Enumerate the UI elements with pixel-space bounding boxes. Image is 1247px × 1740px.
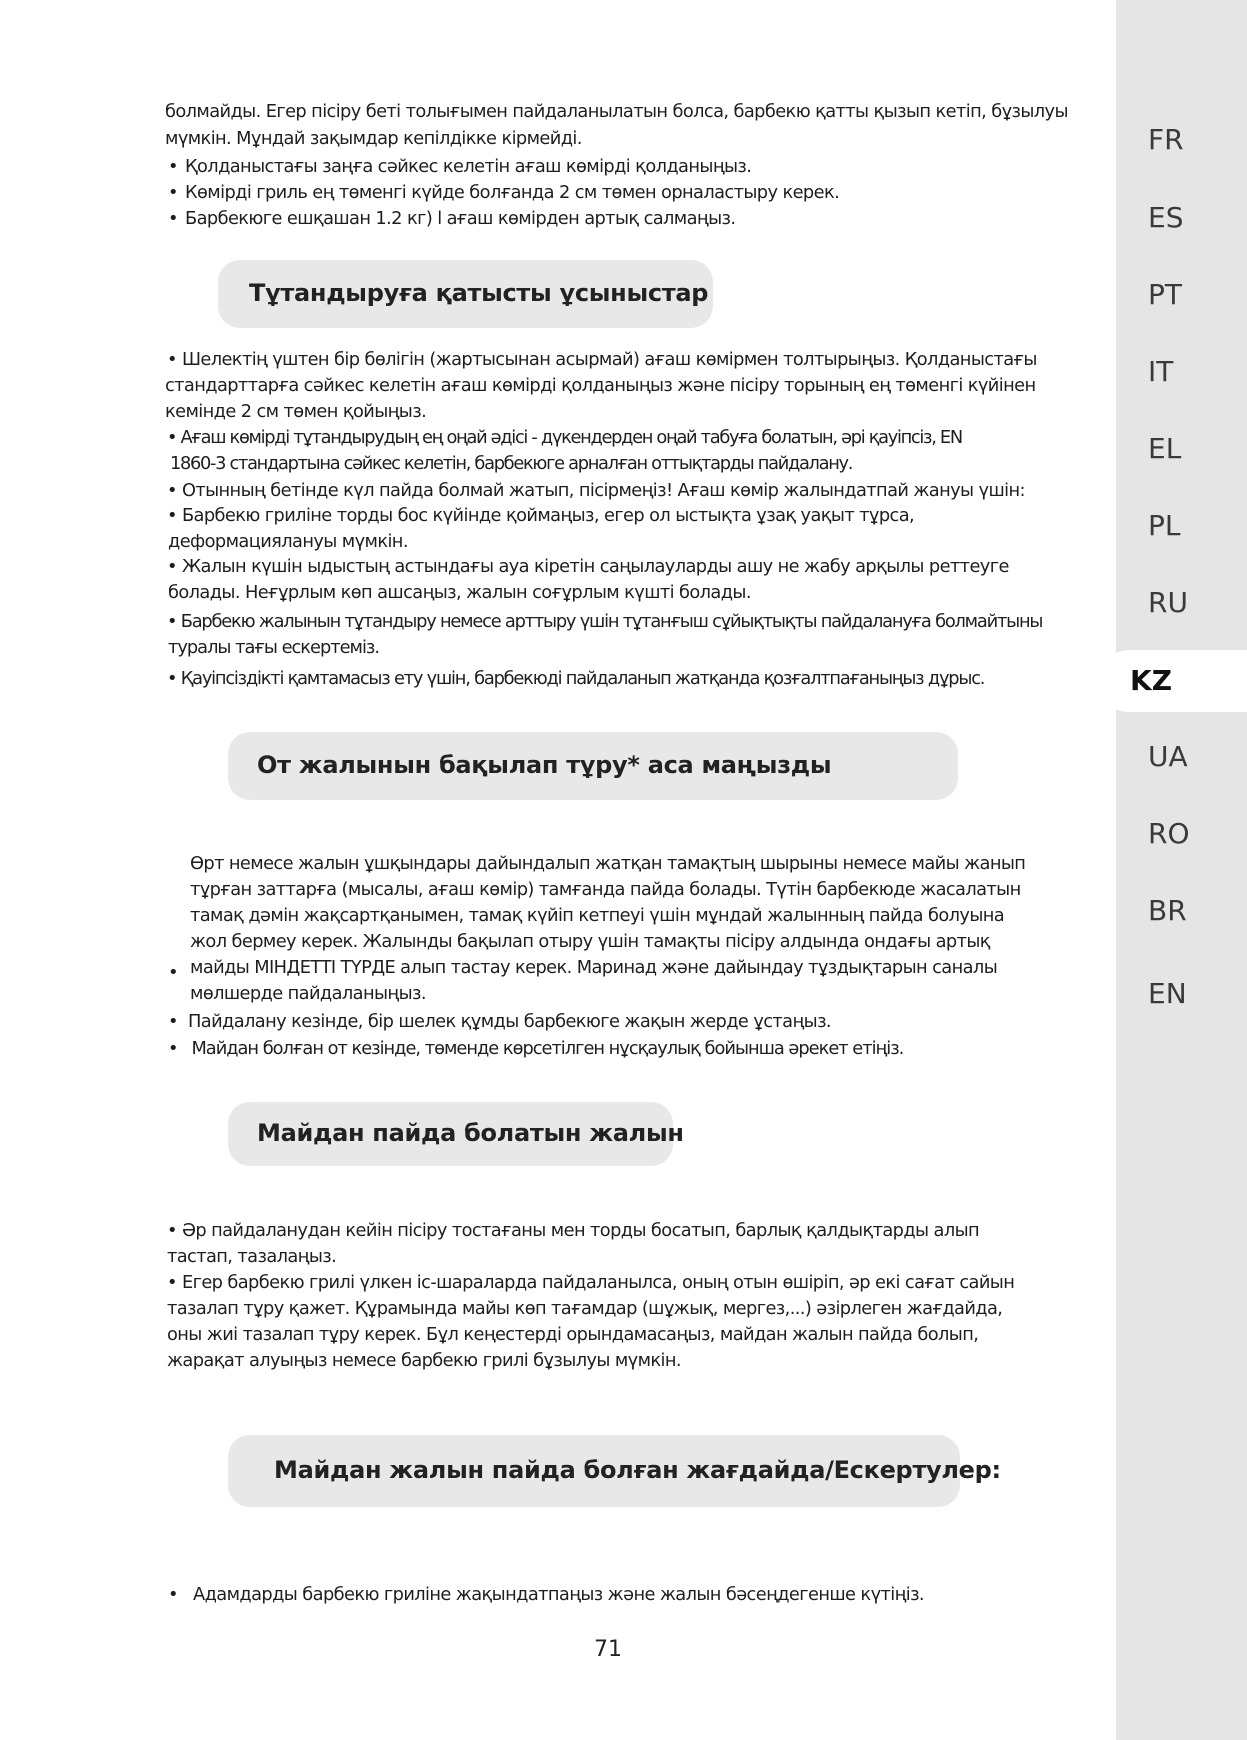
lang-tab-fr[interactable]: FR <box>1148 123 1184 156</box>
section-heading-text: Майдан жалын пайда болған жағдайда/Ескертулер: <box>274 1456 1001 1484</box>
lang-tab-pl[interactable]: PL <box>1148 509 1181 542</box>
section-heading-warnings <box>228 1435 1001 1507</box>
intro-line-2: мүмкін. Мұндай зақымдар кепілдікке кірмейді. <box>165 128 582 149</box>
section2-para-line: тамақ дәмін жақсартқанымен, тамақ күйіп кетпеуі үшін мұндай жалынның пайда болуына <box>190 905 1005 926</box>
lang-tab-br[interactable]: BR <box>1148 894 1187 927</box>
intro-bullet: • Барбекюге ешқашан 1.2 кг) l ағаш көмірден артық салмаңыз. <box>185 206 1135 231</box>
intro-line-1: болмайды. Егер пісіру беті толығымен пайдаланылатын болса, барбекю қатты қызып кетіп, бұзылуы <box>165 101 1068 122</box>
lang-tab-kz[interactable]: KZ <box>1099 650 1247 712</box>
lang-tab-pt[interactable]: PT <box>1148 278 1182 311</box>
section-heading-text: Тұтандыруға қатысты ұсыныстар <box>249 279 709 307</box>
lang-tab-el[interactable]: EL <box>1148 432 1182 465</box>
lang-tab-en[interactable]: EN <box>1148 977 1187 1010</box>
section2-para-line: мөлшерде пайдаланыңыз. <box>190 983 426 1004</box>
section-heading-flame-control <box>228 732 958 800</box>
section2-para-line: майды МІНДЕТТІ ТҮРДЕ алып тастау керек. Маринад және дайындау тұздықтарын саналы <box>190 957 998 978</box>
language-sidebar <box>1116 0 1247 1740</box>
section-heading-grease-flame <box>228 1102 684 1166</box>
section2-bullet: • Пайдалану кезінде, бір шелек құмды барбекюге жақын жерде ұстаңыз. <box>168 1011 831 1032</box>
section1-line: • Барбекю гриліне торды бос күйінде қоймаңыз, егер ол ыстықта ұзақ уақыт тұрса, <box>167 505 915 526</box>
lang-tab-es[interactable]: ES <box>1148 201 1184 234</box>
intro-bullet: • Қолданыстағы заңға сәйкес келетін ағаш көмірді қолданыңыз. <box>185 154 1135 179</box>
section4-bullet-text: Адамдарды барбекю гриліне жақындатпаңыз және жалын бәсеңдегенше күтіңіз. <box>193 1584 924 1605</box>
section3-line: тастап, тазалаңыз. <box>167 1246 337 1267</box>
section1-line: • Отынның бетінде күл пайда болмай жатып, пісірмеңіз! Ағаш көмір жалындатпай жануы үшін: <box>167 480 1025 501</box>
section4-bullet: • Адамдарды барбекю гриліне жақындатпаңыз және жалын бәсеңдегенше күтіңіз. <box>168 1584 924 1605</box>
section1-line: стандарттарға сәйкес келетін ағаш көмірді қолданыңыз және пісіру торының ең төменгі күйінен <box>165 375 1036 396</box>
section2-bullet: • Майдан болған от кезінде, төменде көрсетілген нұсқаулық бойынша әрекет етіңіз. <box>168 1038 904 1059</box>
section1-line: болады. Неғұрлым көп ашсаңыз, жалын соғұрлым күшті болады. <box>168 582 751 603</box>
section-heading-text: От жалынын бақылап тұру* аса маңызды <box>257 751 832 779</box>
section3-line: тазалап тұру қажет. Құрамында майы көп тағамдар (шұжық, мергез,...) әзірлеген жағдайда, <box>167 1298 1003 1319</box>
section1-line: 1860-3 стандартына сәйкес келетін, барбекюге арналған оттықтарды пайдалану. <box>170 453 853 474</box>
section1-line: • Жалын күшін ыдыстың астындағы ауа кіретін саңылауларды ашу не жабу арқылы реттеуге <box>167 556 1009 577</box>
section1-line: • Ағаш көмірді тұтандырудың ең оңай әдісі - дүкендерден оңай табуға болатын, әрі қауіпсіз, EN <box>167 427 962 448</box>
section1-line: деформациялануы мүмкін. <box>168 531 408 552</box>
section1-line: • Қауіпсіздікті қамтамасыз ету үшін, барбекюді пайдаланып жатқанда қозғалтпағаныңыз дұрыс. <box>167 668 985 689</box>
section1-line: туралы тағы ескертеміз. <box>168 637 380 658</box>
lang-tab-ua[interactable]: UA <box>1148 740 1188 773</box>
lang-tab-it[interactable]: IT <box>1148 355 1174 388</box>
page-number: 71 <box>594 1637 622 1662</box>
lang-tab-ru[interactable]: RU <box>1148 586 1188 619</box>
bullet-marker: • <box>168 962 179 983</box>
lang-tab-ro[interactable]: RO <box>1148 817 1190 850</box>
section-heading-ignition <box>218 260 713 328</box>
section3-line: • Егер барбекю грилі үлкен іс-шараларда пайдаланылса, оның отын өшіріп, әр екі сағат сайын <box>167 1272 1015 1293</box>
section3-line: оны жиі тазалап тұру керек. Бұл кеңестерді орындамасаңыз, майдан жалын пайда болып, <box>167 1324 979 1345</box>
section-heading-text: Майдан пайда болатын жалын <box>257 1119 684 1147</box>
section2-bullet-text: Пайдалану кезінде, бір шелек құмды барбекюге жақын жерде ұстаңыз. <box>188 1011 831 1032</box>
section3-line: • Әр пайдаланудан кейін пісіру тостағаны мен торды босатып, барлық қалдықтарды алып <box>167 1220 980 1241</box>
section3-line: жарақат алуыңыз немесе барбекю грилі бұзылуы мүмкін. <box>167 1350 681 1371</box>
section1-line: кемінде 2 см төмен қойыңыз. <box>165 401 427 422</box>
section2-para-line: жол бермеу керек. Жалынды бақылап отыру үшін тамақты пісіру алдында ондағы артық <box>190 931 990 952</box>
section2-bullet-text: Майдан болған от кезінде, төменде көрсетілген нұсқаулық бойынша әрекет етіңіз. <box>191 1038 904 1059</box>
section1-line: • Шелектің үштен бір бөлігін (жартысынан асырмай) ағаш көмірмен толтырыңыз. Қолданыстағы <box>167 349 1037 370</box>
intro-bullet: • Көмірді гриль ең төменгі күйде болғанда 2 см төмен орналастыру керек. <box>185 180 1135 205</box>
section2-para-line: Өрт немесе жалын ұшқындары дайындалып жатқан тамақтың шырыны немесе майы жанып <box>190 853 1026 874</box>
section1-line: • Барбекю жалынын тұтандыру немесе арттыру үшін тұтанғыш сұйықтықты пайдалануға болмайтыны <box>167 611 1043 632</box>
section2-para-line: тұрған заттарға (мысалы, ағаш көмір) тамғанда пайда болады. Түтін барбекюде жасалатын <box>190 879 1021 900</box>
